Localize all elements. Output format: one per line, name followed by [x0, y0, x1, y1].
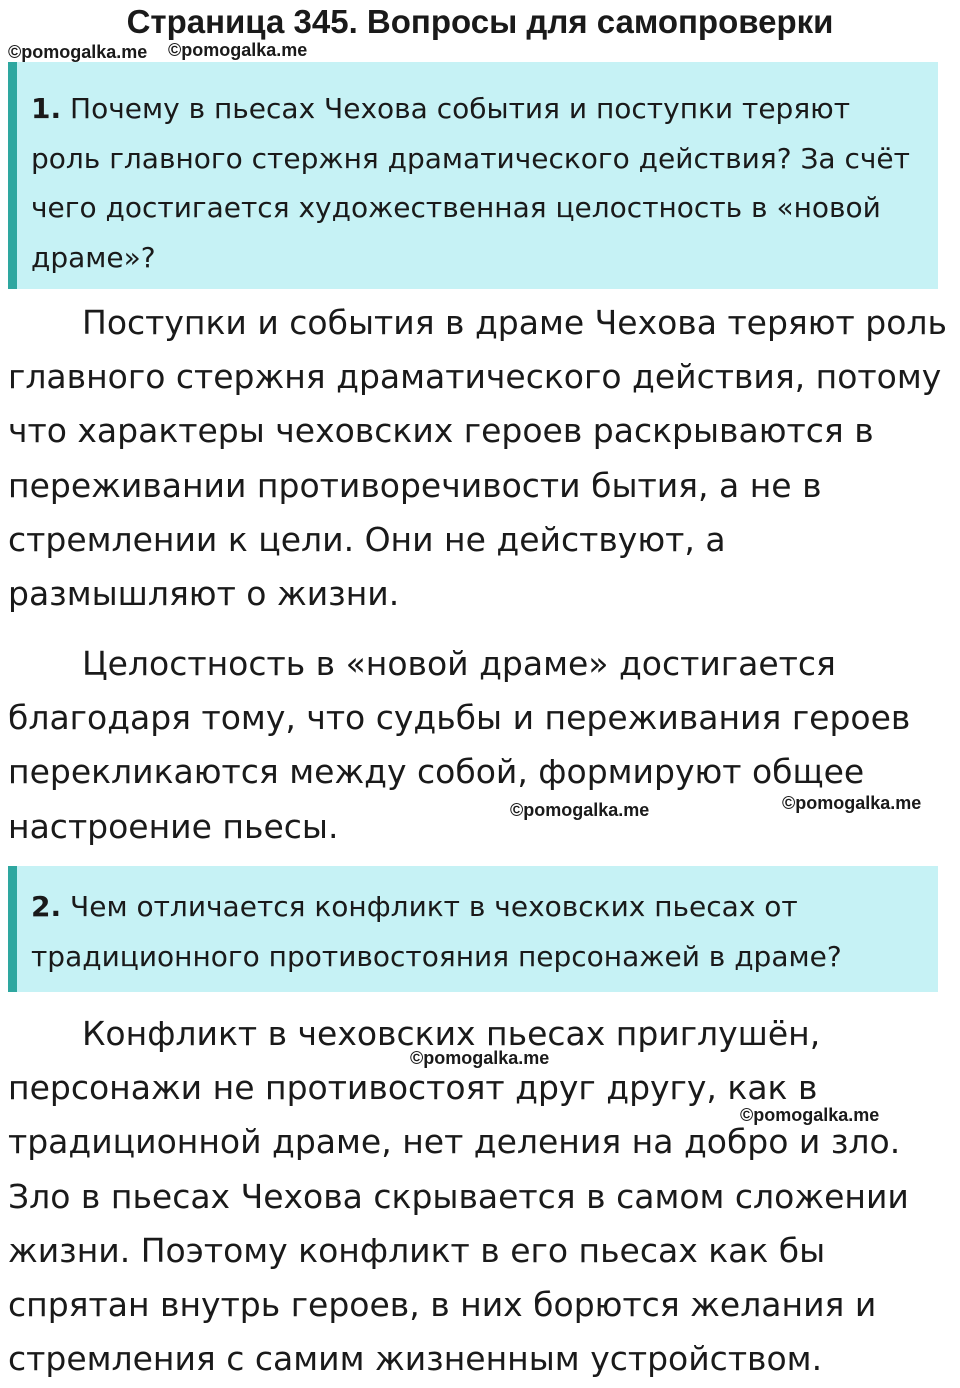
watermark: ©pomogalka.me — [510, 800, 650, 820]
answer-paragraph-3: Конфликт в чеховских пьесах приглушён, персонажи не противостоят друг другу, как в традиционной драме, нет деления на добро и зло. Зло в пьесах Чехова скрывается в самом сложении жизни. Поэтому конфликт в его пьесах как бы спрятан внутрь героев, в них борются желания и стремления с самим жизненным устройством. — [8, 1014, 909, 1379]
watermark: ©pomogalka.me — [782, 793, 922, 813]
question-2-box — [8, 866, 938, 992]
answer-paragraph-2: Целостность в «новой драме» достигается благодаря тому, что судьбы и переживания героев перекликаются между собой, формируют общее настроение пьесы. — [8, 644, 911, 846]
question-number: 2. — [31, 890, 62, 923]
question-text: Почему в пьесах Чехова события и поступки теряют роль главного стержня драматического действия? За счёт чего достигается художественная целостность в «новой драме»? — [31, 92, 910, 274]
question-1-box — [8, 62, 938, 289]
watermark: ©pomogalka.me — [740, 1105, 880, 1125]
watermark: ©pomogalka.me — [8, 42, 148, 62]
answer-paragraph-1: Поступки и события в драме Чехова теряют роль главного стержня драматического действия, потому что характеры чеховских героев раскрываются в переживании противоречивости бытия, а не в стремлении к цели. Они не действуют, а размышляют о жизни. — [8, 303, 947, 614]
watermark: ©pomogalka.me — [410, 1048, 550, 1068]
question-text: Чем отличается конфликт в чеховских пьесах от традиционного противостояния персонажей в драме? — [31, 890, 842, 973]
question-number: 1. — [31, 92, 62, 125]
watermark: ©pomogalka.me — [168, 40, 308, 60]
page-title: Страница 345. Вопросы для самопроверки — [126, 3, 834, 40]
